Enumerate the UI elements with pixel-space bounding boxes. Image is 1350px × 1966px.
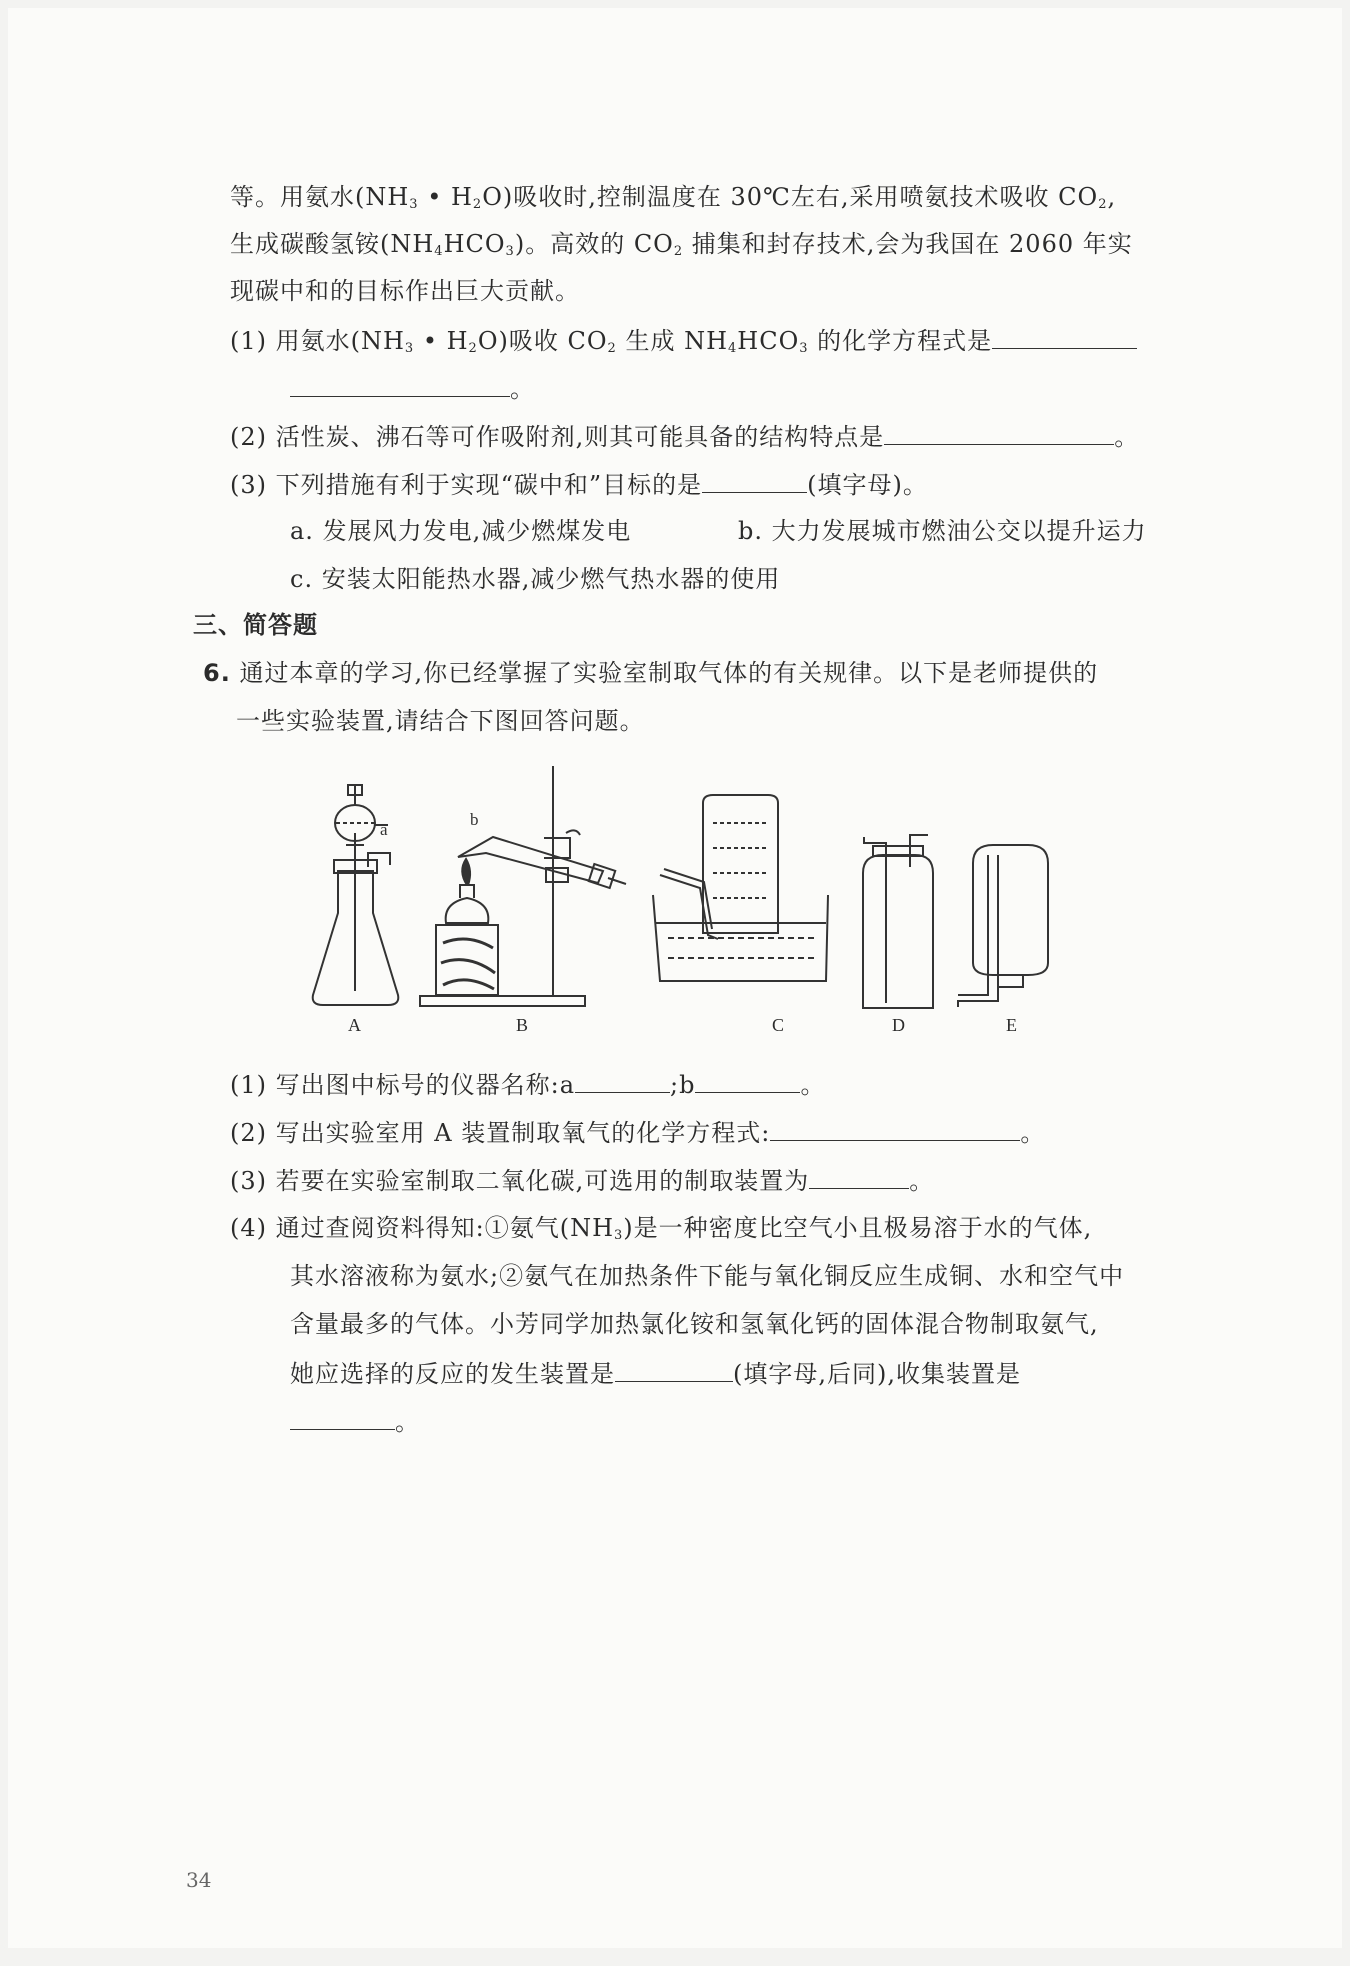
apparatus-b-drawing — [420, 766, 626, 1006]
q5-sub2: (2) 活性炭、沸石等可作吸附剂,则其可能具备的结构特点是 。 — [230, 418, 1139, 454]
apparatus-label-b: B — [516, 1015, 529, 1035]
pointer-label-b: b — [470, 810, 479, 829]
apparatus-drawing — [308, 763, 1108, 1053]
intro-line-3: 现碳中和的目标作出巨大贡献。 — [230, 277, 580, 305]
q5-option-c: c. 安装太阳能热水器,减少燃气热水器的使用 — [290, 565, 781, 593]
intro-line-2: 生成碳酸氢铵$(NH_4HCO_3)$。高效的 $CO_2$ 捕集和封存技术,会为我国在 2060 年实 — [230, 230, 1133, 259]
apparatus-c-drawing — [653, 795, 828, 981]
section-heading: 三、简答题 — [193, 611, 318, 639]
q6-sub2-blank[interactable] — [770, 1114, 1020, 1141]
q6-sub4-line-2: 其水溶液称为氨水;②氨气在加热条件下能与氧化铜反应生成铜、水和空气中 — [290, 1262, 1125, 1290]
q5-option-a: a. 发展风力发电,减少燃煤发电 — [290, 517, 632, 545]
q6-number: 6. — [203, 659, 231, 687]
q5-option-b: b. 大力发展城市燃油公交以提升运力 — [738, 517, 1147, 545]
q5-sub1-answer-blank[interactable] — [992, 322, 1137, 349]
apparatus-a-drawing — [313, 785, 399, 1005]
q5-sub1-answer-blank-2[interactable] — [290, 370, 510, 397]
apparatus-d-drawing — [863, 835, 933, 1008]
page-number: 34 — [186, 1868, 212, 1892]
q6-stem-line-2: 一些实验装置,请结合下图回答问题。 — [236, 707, 645, 735]
q6-sub2: (2) 写出实验室用 A 装置制取氧气的化学方程式: 。 — [230, 1114, 1045, 1150]
q5-sub1: (1) 用氨水($NH_3$ • $H_2O$)吸收 $CO_2$ 生成 $NH_4HCO_3$ 的化学方程式是 — [230, 322, 1137, 358]
q5-sub1-continuation: 。 — [290, 370, 535, 406]
q6-sub3-blank[interactable] — [809, 1162, 909, 1189]
apparatus-label-a: A — [348, 1015, 361, 1035]
apparatus-label-d: D — [892, 1015, 905, 1035]
apparatus-figure — [308, 763, 1108, 1053]
q6-sub4-blank-collector[interactable] — [290, 1403, 395, 1430]
q6-sub4-line-1: (4) 通过查阅资料得知:①氨气$(NH_3)$是一种密度比空气小且极易溶于水的气体, — [230, 1214, 1093, 1243]
apparatus-label-e: E — [1006, 1015, 1017, 1035]
q6-sub1: (1) 写出图中标号的仪器名称:a ;b 。 — [230, 1066, 825, 1102]
q5-sub3-answer-blank[interactable] — [702, 466, 807, 493]
pointer-label-a: a — [380, 820, 388, 839]
q6-sub3: (3) 若要在实验室制取二氧化碳,可选用的制取装置为 。 — [230, 1162, 934, 1198]
q5-sub3: (3) 下列措施有利于实现“碳中和”目标的是 (填字母)。 — [230, 466, 928, 502]
q6-sub1-blank-a[interactable] — [575, 1066, 670, 1093]
q5-sub2-answer-blank[interactable] — [884, 418, 1114, 445]
apparatus-label-c: C — [772, 1015, 785, 1035]
q6-sub1-blank-b[interactable] — [695, 1066, 800, 1093]
q6-sub4-blank-generator[interactable] — [615, 1355, 733, 1382]
q6-sub4-line-3: 含量最多的气体。小芳同学加热氯化铵和氢氧化钙的固体混合物制取氨气, — [290, 1310, 1099, 1338]
q6-sub4-line-5: 。 — [290, 1403, 420, 1439]
intro-line-1: 等。用氨水($NH_3$ • $H_2O$)吸收时,控制温度在 30℃左右,采用喷氨技术吸收 $CO_2$, — [230, 183, 1117, 212]
apparatus-e-drawing — [958, 845, 1048, 1007]
q6-stem-line-1: 6. 通过本章的学习,你已经掌握了实验室制取气体的有关规律。以下是老师提供的 — [203, 659, 1099, 687]
q6-sub4-line-4: 她应选择的反应的发生装置是 (填字母,后同),收集装置是 — [290, 1355, 1021, 1391]
document-page — [8, 8, 1342, 1948]
